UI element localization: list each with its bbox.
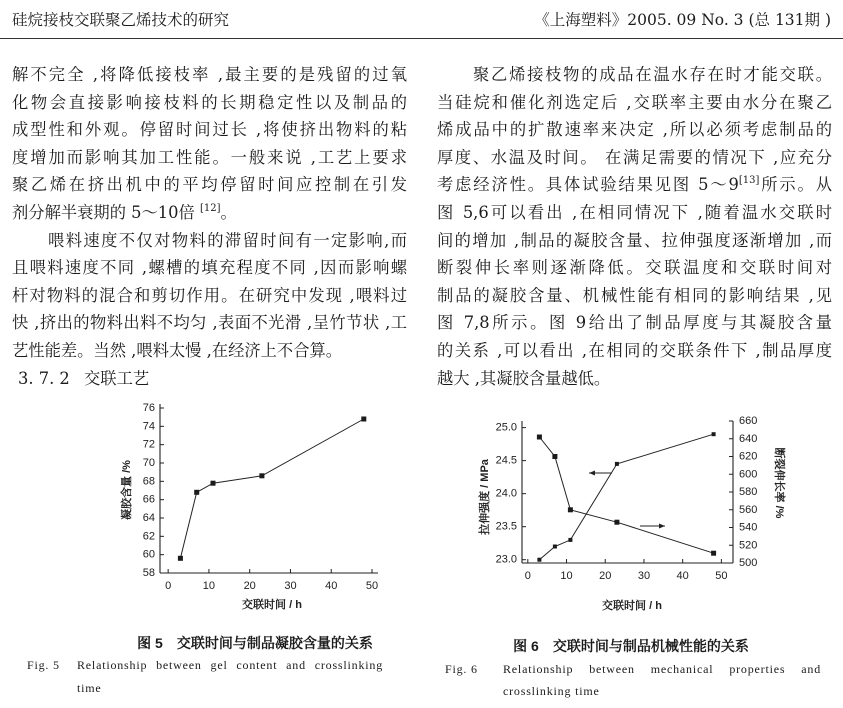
right-paragraphs (437, 61, 832, 392)
x-tick-label: 20 (243, 580, 256, 592)
left-text-column (12, 61, 407, 392)
x-tick-label: 40 (676, 570, 689, 582)
y-axis-label: 凝胶含量 /% (121, 460, 133, 520)
text-line: 杆对物料的混合和剪切作用。在研究中发现 ,喂料过 (12, 285, 407, 305)
figure-5-plot (119, 402, 378, 611)
text-line: 度增加而影响其加工性能。一般来说 ,工艺上要求 (12, 147, 407, 167)
text-line-part: 所示。从 (759, 175, 832, 195)
text-line-part: 。 (220, 202, 237, 222)
series-2-point (537, 435, 542, 440)
y-tick-label: 24.0 (495, 487, 517, 500)
series-1-point (568, 538, 572, 542)
paragraph (437, 61, 832, 392)
y2-tick-label: 660 (739, 415, 758, 427)
figure-5-title: 交联时间与制品凝胶含量的关系 (176, 635, 373, 651)
series-1-point (615, 462, 619, 466)
running-header-title: 硅烷接枝交联聚乙烯技术的研究 (12, 11, 230, 29)
left-paragraphs (12, 61, 407, 365)
series-1-point (259, 473, 264, 478)
series-2-point (568, 507, 573, 512)
series-2-line (539, 437, 713, 553)
x-tick-label: 30 (284, 580, 297, 592)
text-line: 图 5,6可以看出 ,在相同情况下 ,随着温水交联时 (437, 202, 832, 222)
figure-6-title: 交联时间与制品机械性能的关系 (552, 638, 749, 654)
y-tick-label: 70 (142, 457, 155, 469)
text-line: 制品的凝胶含量、机械性能有相同的影响结果 ,见 (437, 285, 832, 305)
text-line: 聚乙烯在挤出机中的平均停留时间应控制在引发 (12, 175, 407, 195)
series-2-point (711, 551, 716, 556)
figure-5-label-en: Fig. 5 (27, 658, 60, 672)
right-text-column (437, 61, 832, 392)
figure-6-caption-en-line: crosslinking time (503, 684, 600, 698)
y2-tick-label: 640 (739, 432, 758, 445)
figure-5-caption (55, 634, 455, 652)
y2-tick-label: 560 (739, 503, 758, 516)
citation-ref: [13] (738, 175, 760, 187)
figure-5-label: 图 5 (137, 635, 163, 651)
series-1-point (361, 417, 366, 422)
y2-tick-label: 580 (739, 486, 758, 498)
series-2-point (614, 520, 619, 525)
y-tick-label: 76 (142, 402, 155, 414)
text-line: 烯成品中的扩散速率来决定 ,所以必须考虑制品的 (437, 120, 832, 140)
text-line: 间的增加 ,制品的凝胶含量、拉伸强度逐渐增加 ,而 (437, 230, 832, 250)
y-tick-label: 24.5 (495, 454, 517, 467)
y-tick-label: 66 (142, 493, 155, 506)
y2-tick-label: 600 (739, 468, 758, 481)
series-1-point (178, 556, 183, 561)
x-tick-label: 50 (715, 570, 728, 582)
y-tick-label: 23.0 (495, 553, 517, 566)
y-tick-label: 60 (142, 548, 155, 561)
text-line: 越大 ,其凝胶含量越低。 (437, 368, 611, 388)
y2-tick-label: 500 (739, 557, 758, 569)
x-tick-label: 50 (365, 580, 379, 592)
figure-6-plot (477, 415, 787, 612)
text-line-part: 考虑经济性。具体试验结果见图 5～9 (437, 175, 739, 195)
y-tick-label: 58 (142, 567, 155, 579)
y-axis-label: 拉伸强度 / MPa (479, 459, 491, 535)
text-line: 厚度、水温及时间。 在满足需要的情况下 ,应充分 (437, 147, 832, 167)
x-axis-label: 交联时间 / h (602, 600, 662, 612)
text-line: 成型性和外观。停留时间过长 ,将使挤出物料的粘 (12, 120, 407, 140)
text-line: 图 7,8所示。图 9给出了制品厚度与其凝胶含量 (437, 313, 832, 333)
y2-tick-label: 540 (739, 521, 758, 534)
section-number: 3. 7. 2 (18, 368, 70, 388)
x-tick-label: 10 (202, 580, 216, 592)
x-axis-label: 交联时间 / h (242, 599, 302, 611)
series-1-point (194, 490, 199, 495)
figure-5-caption-en-line: time (77, 681, 102, 695)
figure-5-caption-en-line: Relationship between gel content and crosslinking (77, 658, 383, 672)
series-1-point (553, 545, 557, 549)
y-tick-label: 64 (142, 512, 155, 524)
x-tick-label: 0 (165, 580, 172, 592)
paragraph (12, 61, 407, 227)
text-line: 聚乙烯接枝物的成品在温水存在时才能交联。 (473, 65, 832, 84)
figure-6-label-en: Fig. 6 (445, 662, 478, 676)
x-tick-label: 20 (599, 570, 612, 582)
citation-ref: [12] (199, 202, 221, 214)
text-line: 化物会直接影响接枝料的长期稳定性以及制品的 (12, 92, 407, 112)
series-1-line (539, 434, 713, 560)
y-tick-label: 62 (142, 530, 155, 543)
text-line: 解不完全 ,将降低接枝率 ,最主要的是残留的过氧 (12, 65, 407, 84)
y-tick-label: 72 (142, 438, 155, 451)
y-tick-label: 25.0 (495, 421, 517, 434)
text-line (12, 199, 407, 227)
text-line: 当硅烷和催化剂选定后 ,交联率主要由水分在聚乙 (437, 92, 832, 112)
text-line (437, 171, 832, 199)
y-tick-label: 74 (142, 420, 155, 433)
text-line: 且喂料速度不同 ,螺槽的填充程度不同 ,因而影响螺 (12, 258, 407, 278)
series-2-point (552, 454, 557, 459)
arrowhead (589, 471, 595, 476)
figure-6-caption (431, 637, 831, 655)
x-tick-label: 30 (637, 570, 651, 582)
x-tick-label: 0 (524, 570, 531, 582)
section-heading (12, 365, 407, 393)
figures-canvas (0, 390, 843, 630)
y-tick-label: 23.5 (495, 520, 517, 533)
series-1-point (712, 432, 716, 436)
section-title: 交联工艺 (84, 368, 150, 388)
text-line: 喂料速度不仅对物料的滞留时间有一定影响,而 (48, 230, 407, 250)
text-line: 的关系 ,可以看出 ,在相同的交联条件下 ,制品厚度 (437, 340, 832, 360)
y2-tick-label: 620 (739, 450, 758, 463)
x-tick-label: 10 (560, 570, 573, 582)
y-tick-label: 68 (142, 475, 155, 488)
text-line-part: 剂分解半衰期的 5～10倍 (12, 202, 200, 222)
text-line: 快 ,挤出的物料出料不均匀 ,表面不光滑 ,呈竹节状 ,工 (12, 313, 407, 333)
series-1-point (537, 558, 541, 562)
arrowhead (659, 524, 665, 529)
header-rule (0, 38, 843, 39)
text-line: 艺性能差。当然 ,喂料太慢 ,在经济上不合算。 (12, 340, 343, 360)
y2-axis-label: 断裂伸长率 /% (773, 447, 785, 519)
paragraph (12, 227, 407, 365)
figure-6-caption-en-line: Relationship between mechanical properties and (503, 662, 821, 676)
figure-6-label: 图 6 (513, 638, 539, 654)
y2-tick-label: 520 (739, 539, 758, 552)
text-line: 断裂伸长率则逐渐降低。交联温度和交联时间对 (437, 258, 832, 278)
x-tick-label: 40 (325, 580, 338, 592)
series-1-point (211, 481, 216, 486)
running-header-journal: 《上海塑料》2005. 09 No. 3 (总 131期 ) (534, 11, 831, 29)
series-1-line (180, 419, 363, 558)
